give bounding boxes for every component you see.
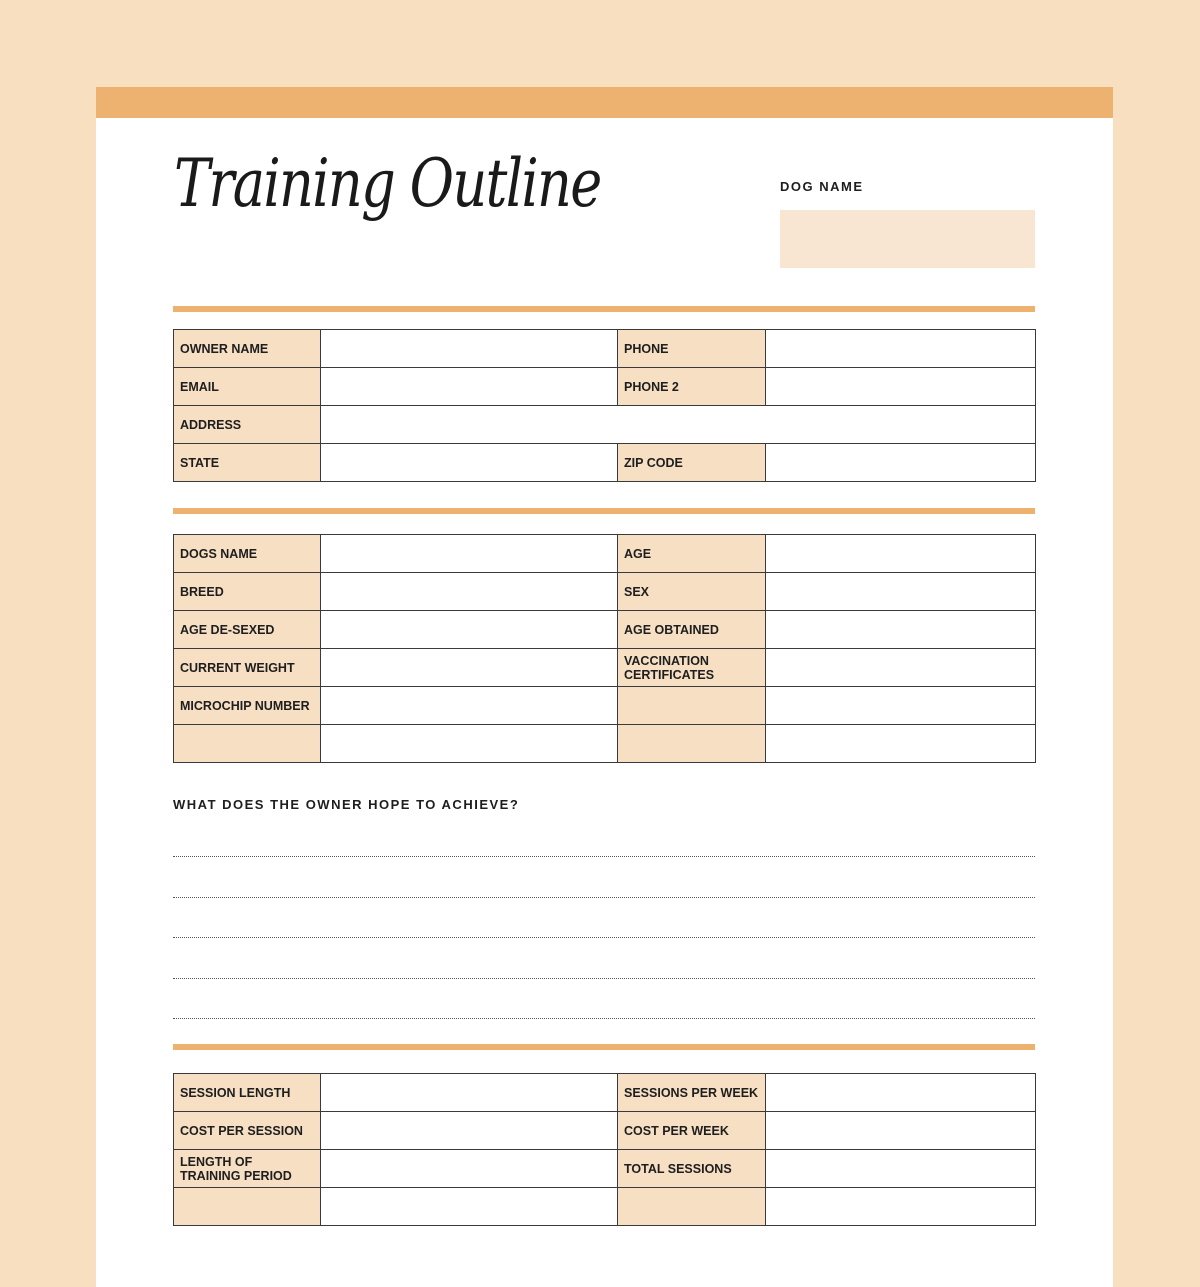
table-row	[174, 330, 1036, 368]
field-label: COST PER SESSION	[174, 1112, 321, 1150]
field-input[interactable]	[321, 573, 618, 611]
field-input[interactable]	[321, 1150, 618, 1188]
field-label: SESSIONS PER WEEK	[618, 1074, 766, 1112]
field-input[interactable]	[766, 1112, 1036, 1150]
field-label: BREED	[174, 573, 321, 611]
dog-table	[173, 534, 1036, 763]
field-input[interactable]	[321, 1188, 618, 1226]
table-row	[174, 535, 1036, 573]
field-input[interactable]	[766, 1150, 1036, 1188]
field-label: VACCINATION CERTIFICATES	[618, 649, 766, 687]
field-input[interactable]	[766, 573, 1036, 611]
answer-line[interactable]	[173, 978, 1035, 979]
divider	[173, 1044, 1035, 1050]
answer-line[interactable]	[173, 897, 1035, 898]
table-row	[174, 1150, 1036, 1188]
answer-line[interactable]	[173, 1018, 1035, 1019]
answer-line[interactable]	[173, 856, 1035, 857]
field-input[interactable]	[321, 406, 1036, 444]
field-label: ZIP CODE	[618, 444, 766, 482]
field-label: PHONE	[618, 330, 766, 368]
table-row	[174, 649, 1036, 687]
field-label	[174, 1188, 321, 1226]
field-input[interactable]	[321, 535, 618, 573]
field-label: SEX	[618, 573, 766, 611]
field-label: EMAIL	[174, 368, 321, 406]
field-input[interactable]	[321, 649, 618, 687]
table-row	[174, 1112, 1036, 1150]
table-row	[174, 687, 1036, 725]
form-page	[96, 87, 1113, 1287]
table-row	[174, 444, 1036, 482]
table-row	[174, 1188, 1036, 1226]
field-input[interactable]	[321, 687, 618, 725]
field-label: AGE DE-SEXED	[174, 611, 321, 649]
table-row	[174, 573, 1036, 611]
page-title: Training Outline	[174, 145, 601, 222]
field-input[interactable]	[766, 1074, 1036, 1112]
top-band	[96, 87, 1113, 118]
field-label: DOGS NAME	[174, 535, 321, 573]
field-input[interactable]	[321, 330, 618, 368]
field-label	[618, 725, 766, 763]
field-input[interactable]	[766, 649, 1036, 687]
field-label: COST PER WEEK	[618, 1112, 766, 1150]
field-input[interactable]	[321, 611, 618, 649]
field-input[interactable]	[321, 368, 618, 406]
dog-name-field[interactable]	[780, 210, 1035, 268]
field-label	[174, 725, 321, 763]
field-label: STATE	[174, 444, 321, 482]
field-label: MICROCHIP NUMBER	[174, 687, 321, 725]
table-row	[174, 611, 1036, 649]
field-input[interactable]	[321, 1074, 618, 1112]
field-label: CURRENT WEIGHT	[174, 649, 321, 687]
field-label: SESSION LENGTH	[174, 1074, 321, 1112]
field-input[interactable]	[321, 444, 618, 482]
field-label: PHONE 2	[618, 368, 766, 406]
field-input[interactable]	[766, 444, 1036, 482]
field-input[interactable]	[766, 687, 1036, 725]
field-label: TOTAL SESSIONS	[618, 1150, 766, 1188]
field-label: OWNER NAME	[174, 330, 321, 368]
field-input[interactable]	[766, 535, 1036, 573]
field-label	[618, 1188, 766, 1226]
field-input[interactable]	[766, 1188, 1036, 1226]
owner-table	[173, 329, 1036, 482]
field-input[interactable]	[766, 725, 1036, 763]
field-label: LENGTH OF TRAINING PERIOD	[174, 1150, 321, 1188]
table-row	[174, 725, 1036, 763]
divider	[173, 508, 1035, 514]
field-input[interactable]	[766, 611, 1036, 649]
table-row	[174, 406, 1036, 444]
field-input[interactable]	[321, 725, 618, 763]
field-input[interactable]	[766, 330, 1036, 368]
table-row	[174, 368, 1036, 406]
table-row	[174, 1074, 1036, 1112]
field-label: ADDRESS	[174, 406, 321, 444]
dog-name-label: DOG NAME	[780, 179, 864, 194]
session-table	[173, 1073, 1036, 1226]
answer-line[interactable]	[173, 937, 1035, 938]
divider	[173, 306, 1035, 312]
goals-heading: WHAT DOES THE OWNER HOPE TO ACHIEVE?	[173, 797, 520, 812]
field-label: AGE	[618, 535, 766, 573]
field-input[interactable]	[766, 368, 1036, 406]
field-input[interactable]	[321, 1112, 618, 1150]
field-label	[618, 687, 766, 725]
field-label: AGE OBTAINED	[618, 611, 766, 649]
